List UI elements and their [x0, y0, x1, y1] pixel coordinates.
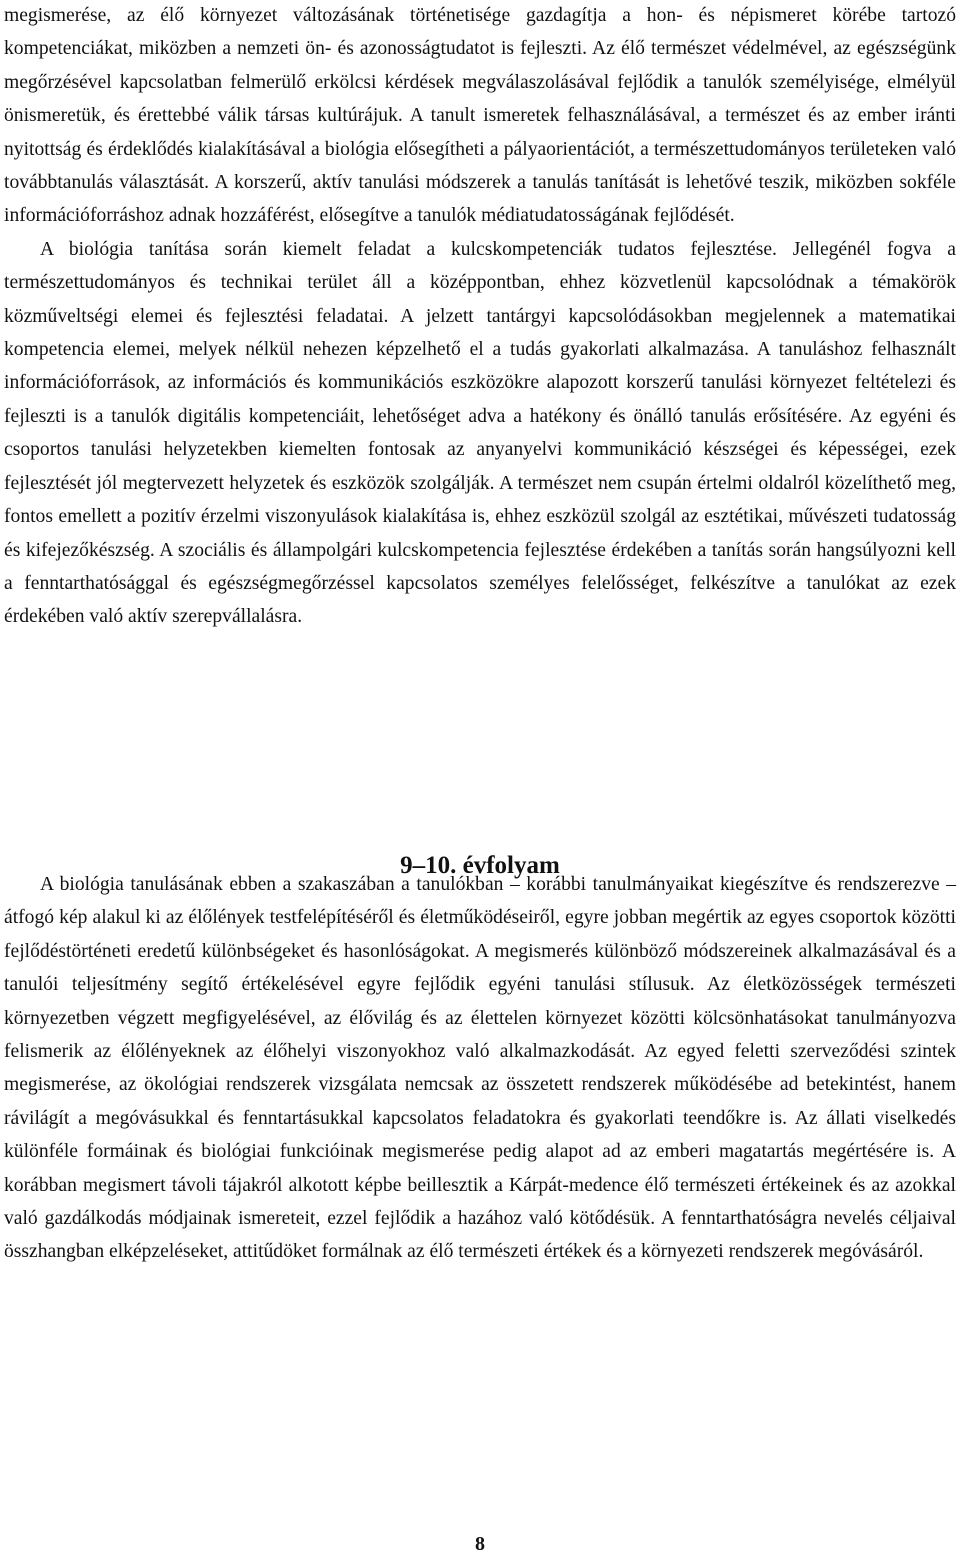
section-paragraph: A biológia tanulásának ebben a szakaszában a tanulókban ‒ korábbi tanulmányaikat kiegészítve és rendszerezve ‒ átfogó kép alakul ki az élőlények testfelépítéséről és életműködéseiről, egyre jobban megértik az egyes csoportok közötti fejlődéstörténeti eredetű különbségeket és hasonlóságokat. A megismerés különböző módszereinek alkalmazásával és a tanulói teljesítmény segítő értékelésével egyre fejlődik egyéni tanulási stílusuk. Az életközösségek természeti környezetben végzett megfigyelésével, az élővilág és az élettelen környezet közötti kölcsönhatásokat tanulmányozva felismerik az élőlényeknek az élőhelyi viszonyokhoz való alkalmazkodását. Az egyed feletti szerveződési szintek megismerése, az ökológiai rendszerek vizsgálata nemcsak az összetett rendszerek működésébe ad betekintést, hanem rávilágít a megóvásukkal és fenntartásukkal kapcsolatos feladatokra és gyakorlati teendőkre is. Az állati viselkedés különféle formáinak és biológiai funkcióinak megismerése pedig alapot ad az emberi magatartás megértésére is. A korábban megismert távoli tájakról alkotott képbe beillesztik a Kárpát-medence élő természeti értékeinek és az azokkal való gazdálkodás módjainak ismereteit, ezzel fejlődik a hazához való kötődésük. A fenntarthatóságra nevelés céljaival összhangban elképzeléseket, attitűdöket formálnak az élő természeti értékek és a környezeti rendszerek megóvásáról.	[4, 874, 956, 1263]
section-heading: 9–10. évfolyam	[400, 852, 560, 879]
page-number: 8	[475, 1533, 485, 1555]
section-text-block	[4, 868, 956, 1269]
key-competencies-paragraph: A biológia tanítása során kiemelt feladat a kulcskompetenciák tudatos fejlesztése. Jellegénél fogva a természettudományos és technikai terület áll a középpontban, ehhez közvetlenül kapcsolódnak a témakörök közműveltségi elemei és fejlesztési feladatai. A jelzett tantárgyi kapcsolódásokban megjelennek a matematikai kompetencia elemei, melyek nélkül nehezen képzelhető el a tudás gyakorlati alkalmazása. A tanuláshoz felhasznált információforrások, az információs és kommunikációs eszközökre alapozott korszerű tanulási környezet feltételezi és fejleszti is a tanulók digitális kompetenciáit, lehetőséget adva a hatékony és önálló tanulás erősítésére. Az egyéni és csoportos tanulási helyzetekben kiemelten fontosak az anyanyelvi kommunikáció készségei és képességei, ezek fejlesztését jól megtervezett helyzetek és eszközök szolgálják. A természet nem csupán értelmi oldalról közelíthető meg, fontos emellett a pozitív érzelmi viszonyulások kialakítása is, ehhez eszközül szolgál az esztétikai, művészeti tudatosság és kifejezőkészség. A szociális és állampolgári kulcskompetencia fejlesztése érdekében a tanítás során hangsúlyozni kell a fenntarthatósággal és egészségmegőrzéssel kapcsolatos személyes felelősséget, felkészítve a tanulókat az ezek érdekében való aktív szerepvállalásra.	[4, 238, 956, 628]
continued-paragraph: megismerése, az élő környezet változásának történetisége gazdagítja a hon- és népismeret körébe tartozó kompetenciákat, miközben a nemzeti ön- és azonosságtudatot is fejleszti. Az élő természet védelmével, az egészségünk megőrzésével kapcsolatban felmerülő erkölcsi kérdések megválaszolásával fejlődik a tanulók személyisége, elmélyül önismeretük, és érettebbé válik társas kultúrájuk. A tanult ismeretek felhasználásával, a természet és az ember iránti nyitottság és érdeklődés kialakításával a biológia elősegítheti a pályaorientációt, a természettudományos területeken való továbbtanulás választását. A korszerű, aktív tanulási módszerek a tanulás tanítását is lehetővé teszik, miközben sokféle információforráshoz adnak hozzáférést, elősegítve a tanulók médiatudatosságának fejlődését.	[4, 5, 956, 227]
intro-text-block	[4, 0, 956, 634]
